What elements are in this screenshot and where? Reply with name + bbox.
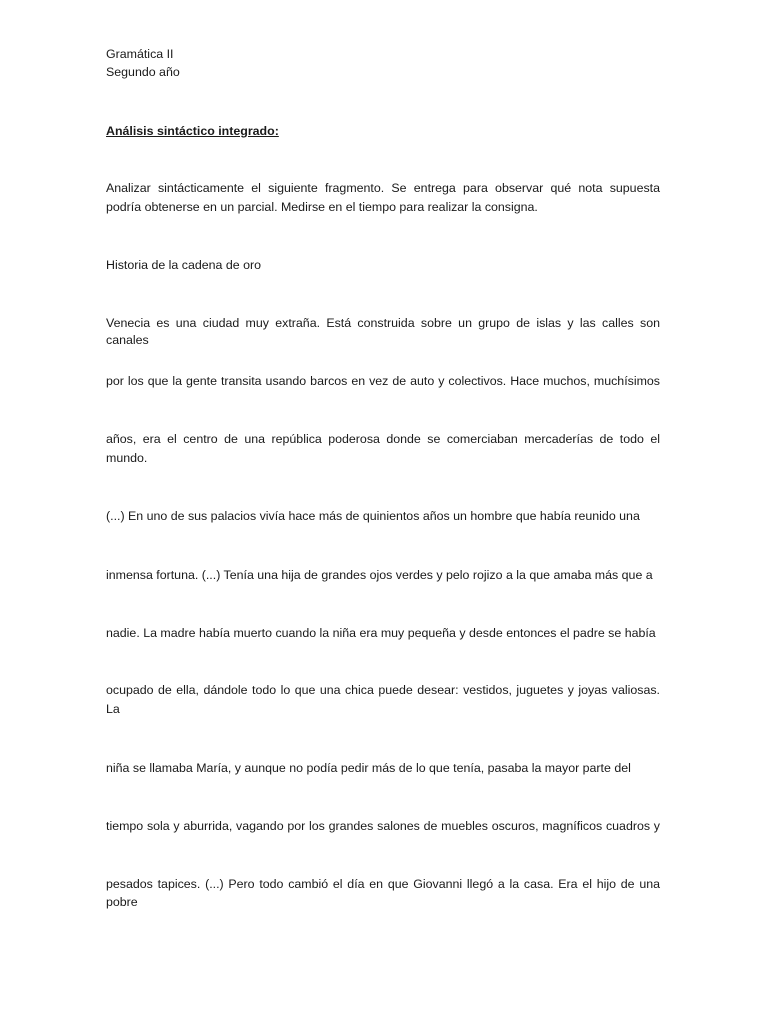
paragraph-line: nadie. La madre había muerto cuando la niña era muy pequeña y desde entonces el padre se había [106,626,656,640]
paragraph-line: inmensa fortuna. (...) Tenía una hija de grandes ojos verdes y pelo rojizo a la que amaba más que a [106,568,653,582]
instructions-line-2: podría obtenerse en un parcial. Medirse en el tiempo para realizar la consigna. [106,200,538,214]
paragraph-line: pesados tapices. (...) Pero todo cambió el día en que Giovanni llegó a la casa. Era el hijo de una [106,877,660,891]
section-title: Análisis sintáctico integrado: [106,124,279,138]
paragraph-line: niña se llamaba María, y aunque no podía pedir más de lo que tenía, pasaba la mayor parte del [106,761,631,775]
instructions-line-1: Analizar sintácticamente el siguiente fragmento. Se entrega para observar qué nota supuesta [106,181,660,195]
paragraph-line: tiempo sola y aburrida, vagando por los grandes salones de muebles oscuros, magníficos cuadros y [106,819,660,833]
paragraph-line: ocupado de ella, dándole todo lo que una chica puede desear: vestidos, juguetes y joyas valiosas. [106,683,660,697]
paragraph-line: La [106,702,120,716]
paragraph-line: mundo. [106,451,148,465]
paragraph-line: pobre [106,895,138,909]
course-year: Segundo año [106,65,180,79]
paragraph-line: años, era el centro de una república poderosa donde se comerciaban mercaderías de todo el [106,432,660,446]
paragraph-line: por los que la gente transita usando barcos en vez de auto y colectivos. Hace muchos, muchísimos [106,374,660,388]
paragraph-line: Venecia es una ciudad muy extraña. Está construida sobre un grupo de islas y las calles son canales [106,316,660,347]
paragraph-line: (...) En uno de sus palacios vivía hace más de quinientos años un hombre que había reunido una [106,509,640,523]
course-name: Gramática II [106,47,174,61]
story-title: Historia de la cadena de oro [106,258,261,272]
